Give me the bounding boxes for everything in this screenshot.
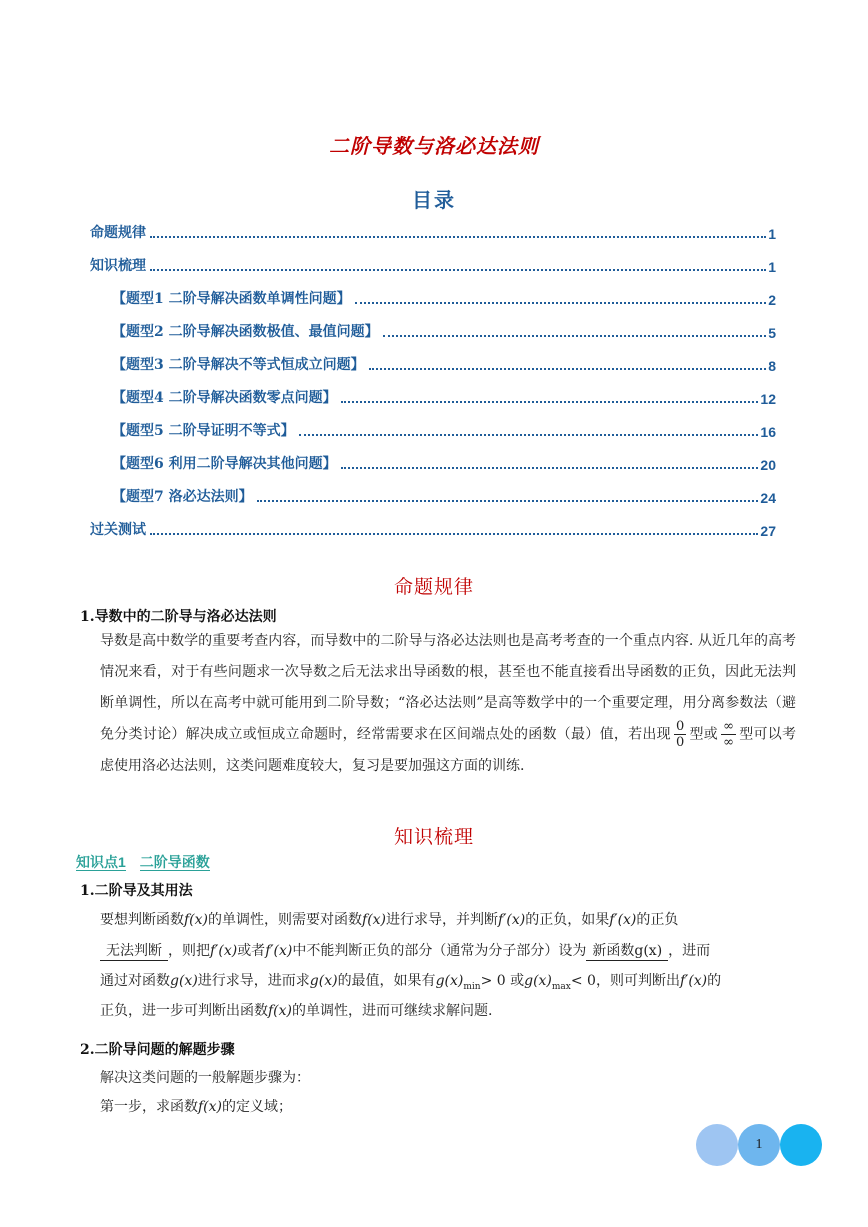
- toc-entry-label: 【题型4 二阶导解决函数零点问题】: [112, 390, 337, 406]
- footer-circle-decoration: [780, 1124, 822, 1166]
- paragraph-text: 导数是高中数学的重要考查内容，而导数中的二阶导与洛必达法则也是高考考查的一个重点内容. 从近几年的高考情况来看，对于有些问题求一次导数之后无法求出导函数的根，甚至也不能直接看出导函数的正负，因此无法判断单调性，所以在高考中就可能用到二阶导数；“洛必达法则”是高等数学中的一个重要定理，用分离参数法（避免分类讨论）解决成立或恒成立命题时，经常需要求在区间端点处的函数（最）值，若出现: [100, 633, 796, 743]
- knowledge-point-heading: [76, 852, 210, 872]
- fraction-zero-over-zero: [674, 719, 686, 750]
- fill-blank-answer: 无法判断: [100, 940, 168, 961]
- text-line: 正负，进一步可判断出函数f(x)的单调性，进而可继续求解问题.: [100, 1003, 493, 1019]
- toc-entry-page: 2: [768, 292, 776, 308]
- toc-leader-dots: [341, 401, 759, 403]
- toc-entry-page: 12: [760, 391, 776, 407]
- footer-circle-decoration: [696, 1124, 738, 1166]
- item-heading: 2.二阶导问题的解题步骤: [80, 1042, 235, 1058]
- toc-leader-dots: [369, 368, 767, 370]
- toc-entry-label: 【题型7 洛必达法则】: [112, 489, 253, 505]
- toc-entry[interactable]: [112, 352, 776, 374]
- fraction-denominator: 0: [675, 735, 685, 750]
- toc-entry-page: 20: [760, 457, 776, 473]
- toc-entry[interactable]: [112, 418, 776, 440]
- section-heading-rules: 命题规律: [393, 576, 474, 598]
- toc-entry-page: 24: [760, 490, 776, 506]
- toc-entry[interactable]: [112, 484, 776, 506]
- toc-leader-dots: [150, 533, 758, 535]
- fill-blank-answer: 新函数g(x): [586, 940, 668, 961]
- toc-leader-dots: [150, 236, 766, 238]
- toc-entry-page: 16: [760, 424, 776, 440]
- paragraph-intro: [100, 626, 796, 782]
- fraction-numerator: 0: [675, 719, 685, 734]
- toc-entry[interactable]: [112, 286, 776, 308]
- section-heading-knowledge: 知识梳理: [393, 826, 474, 848]
- toc-entry-label: 知识梳理: [90, 258, 146, 274]
- toc-entry-label: 【题型6 利用二阶导解决其他问题】: [112, 456, 337, 472]
- fraction-denominator: ∞: [723, 735, 734, 750]
- text-line: 解决这类问题的一般解题步骤为：: [100, 1070, 310, 1086]
- toc-entry-page: 1: [768, 226, 776, 242]
- toc-leader-dots: [150, 269, 766, 271]
- toc-entry-page: 5: [768, 325, 776, 341]
- page-number: 1: [755, 1137, 763, 1152]
- text-line: 要想判断函数f(x)的单调性，则需要对函数f(x)进行求导，并判断f′(x)的正负，如果f′(x)的正负: [100, 912, 679, 928]
- item-heading: 1.二阶导及其用法: [80, 883, 193, 899]
- toc-entry[interactable]: [90, 220, 776, 242]
- text-line: 通过对函数g(x)进行求导，进而求g(x)的最值，如果有$g(x)_{min}> 0$ 或$g(x)_{max}< 0$，则可判断出f′(x)的: [100, 973, 722, 992]
- item-heading: 1.导数中的二阶导与洛必达法则: [80, 609, 277, 625]
- toc-leader-dots: [299, 434, 759, 436]
- toc-leader-dots: [341, 467, 759, 469]
- toc-entry[interactable]: [90, 253, 776, 275]
- fraction-numerator: ∞: [723, 719, 734, 734]
- toc-entry-page: 27: [760, 523, 776, 539]
- toc-entry-label: 【题型1 二阶导解决函数单调性问题】: [112, 291, 351, 307]
- toc-entry[interactable]: [112, 451, 776, 473]
- toc-entry-page: 8: [768, 358, 776, 374]
- toc-entry-label: 【题型5 二阶导证明不等式】: [112, 423, 295, 439]
- text-line: 第一步，求函数f(x)的定义域；: [100, 1099, 293, 1115]
- paragraph-text: 型或: [689, 726, 719, 743]
- toc-leader-dots: [257, 500, 759, 502]
- toc-entry-label: 【题型3 二阶导解决不等式恒成立问题】: [112, 357, 365, 373]
- toc-entry[interactable]: [112, 319, 776, 341]
- fraction-inf-over-inf: [721, 719, 736, 750]
- toc-entry-label: 命题规律: [90, 225, 146, 241]
- text-line: 无法判断 ，则把f′(x)或者f′(x)中不能判断正负的部分（通常为分子部分）设为 新函数g(x) ，进而: [100, 940, 710, 961]
- toc-entry[interactable]: [90, 517, 776, 539]
- toc-leader-dots: [355, 302, 767, 304]
- toc-leader-dots: [383, 335, 767, 337]
- toc-entry-page: 1: [768, 259, 776, 275]
- knowledge-point-title: 二阶导函数: [139, 854, 210, 870]
- paragraph-text: 型可以考虑使用洛必达法则，这类问题难度较大，复习是要加强这方面的训练.: [100, 726, 797, 774]
- toc-entry-label: 【题型2 二阶导解决函数极值、最值问题】: [112, 324, 379, 340]
- toc-entry[interactable]: [112, 385, 776, 407]
- toc-entry-label: 过关测试: [90, 522, 146, 538]
- toc-heading: 目录: [412, 188, 456, 212]
- knowledge-point-label: 知识点1: [76, 854, 126, 870]
- document-title: 二阶导数与洛必达法则: [329, 134, 539, 158]
